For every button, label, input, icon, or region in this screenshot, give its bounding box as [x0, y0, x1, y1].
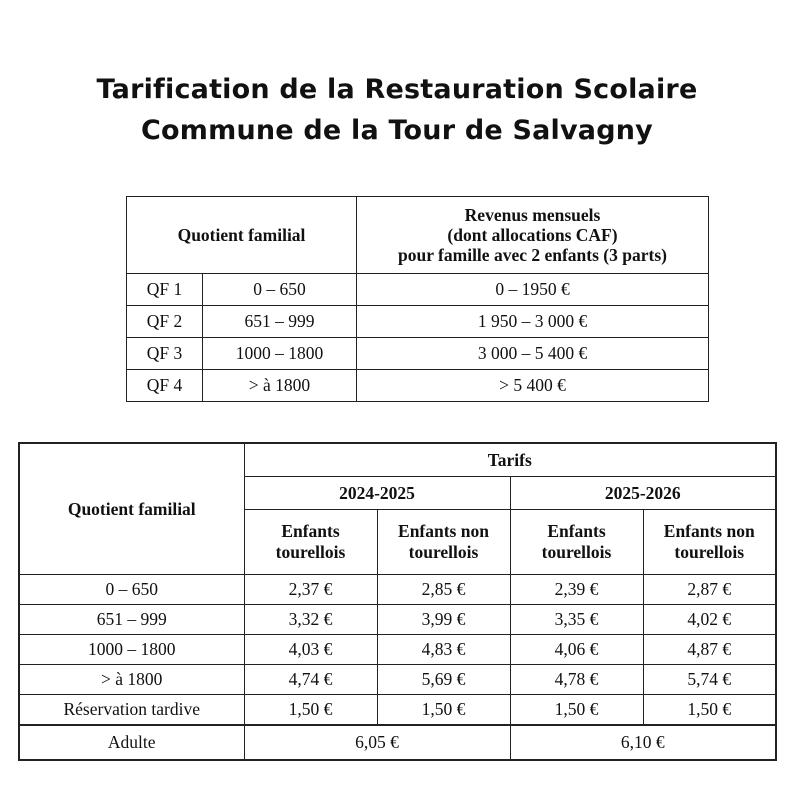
qf-revenue: 0 – 1950 €: [357, 274, 709, 306]
price-cell: 1,50 €: [244, 695, 377, 726]
price-cell: 3,35 €: [510, 605, 643, 635]
page-title-line2: Commune de la Tour de Salvagny: [141, 115, 653, 146]
qf-label: QF 2: [127, 306, 203, 338]
row-label: > à 1800: [19, 665, 244, 695]
col-line2: tourellois: [674, 542, 745, 562]
table-row: [127, 274, 709, 306]
table-row: [19, 575, 776, 605]
price-cell: 4,78 €: [510, 665, 643, 695]
price-cell: 4,74 €: [244, 665, 377, 695]
adult-price-2024-2025: 6,05 €: [244, 725, 510, 760]
price-cell: 1,50 €: [510, 695, 643, 726]
col-line1: Enfants non: [398, 521, 489, 541]
table-row: [19, 695, 776, 726]
qf-range: 1000 – 1800: [203, 338, 357, 370]
price-cell: 5,69 €: [377, 665, 510, 695]
tarifs-header-quotient: Quotient familial: [19, 443, 244, 575]
price-cell: 4,02 €: [643, 605, 776, 635]
price-cell: 2,85 €: [377, 575, 510, 605]
qf-label: QF 1: [127, 274, 203, 306]
col-line2: tourellois: [541, 542, 612, 562]
qf-header-quotient: Quotient familial: [127, 197, 357, 274]
adult-price-2025-2026: 6,10 €: [510, 725, 776, 760]
qf-header-revenus: [357, 197, 709, 274]
price-cell: 5,74 €: [643, 665, 776, 695]
qf-revenue: > 5 400 €: [357, 370, 709, 402]
price-cell: 2,39 €: [510, 575, 643, 605]
col-enfants-tourellois: [510, 510, 643, 575]
price-cell: 1,50 €: [643, 695, 776, 726]
tarifs-header-tarifs: Tarifs: [244, 443, 776, 477]
price-cell: 4,03 €: [244, 635, 377, 665]
table-row: [127, 306, 709, 338]
year-2025-2026: 2025-2026: [510, 477, 776, 510]
row-label: 0 – 650: [19, 575, 244, 605]
qf-header-revenus-line1: Revenus mensuels: [464, 205, 601, 225]
table-row: [19, 605, 776, 635]
row-label: 651 – 999: [19, 605, 244, 635]
adult-label: Adulte: [19, 725, 244, 760]
price-cell: 3,32 €: [244, 605, 377, 635]
adult-row: [19, 725, 776, 760]
table-row: [127, 370, 709, 402]
col-line1: Enfants non: [663, 521, 755, 541]
qf-range: 651 – 999: [203, 306, 357, 338]
tarifs-header-row: [19, 443, 776, 477]
col-line2: tourellois: [275, 542, 346, 562]
row-label: 1000 – 1800: [19, 635, 244, 665]
price-cell: 2,87 €: [643, 575, 776, 605]
row-label: Réservation tardive: [19, 695, 244, 726]
qf-range: > à 1800: [203, 370, 357, 402]
qf-revenue: 3 000 – 5 400 €: [357, 338, 709, 370]
price-cell: 2,37 €: [244, 575, 377, 605]
qf-revenue: 1 950 – 3 000 €: [357, 306, 709, 338]
col-enfants-tourellois: [244, 510, 377, 575]
tarifs-table: [18, 442, 777, 761]
price-cell: 4,06 €: [510, 635, 643, 665]
price-cell: 3,99 €: [377, 605, 510, 635]
table-row: [19, 665, 776, 695]
col-enfants-non-tourellois: [377, 510, 510, 575]
qf-header-row: [127, 197, 709, 274]
col-line1: Enfants: [281, 521, 340, 541]
price-cell: 4,87 €: [643, 635, 776, 665]
price-cell: 1,50 €: [377, 695, 510, 726]
qf-range: 0 – 650: [203, 274, 357, 306]
qf-header-revenus-line2: (dont allocations CAF): [447, 225, 618, 245]
price-cell: 4,83 €: [377, 635, 510, 665]
quotient-familial-table: [126, 196, 709, 402]
table-row: [19, 635, 776, 665]
qf-header-revenus-line3: pour famille avec 2 enfants (3 parts): [398, 245, 667, 265]
col-line1: Enfants: [547, 521, 606, 541]
col-enfants-non-tourellois: [643, 510, 776, 575]
qf-label: QF 3: [127, 338, 203, 370]
page-title-line1: Tarification de la Restauration Scolaire: [96, 74, 698, 105]
year-2024-2025: 2024-2025: [244, 477, 510, 510]
qf-label: QF 4: [127, 370, 203, 402]
table-row: [127, 338, 709, 370]
col-line2: tourellois: [408, 542, 479, 562]
